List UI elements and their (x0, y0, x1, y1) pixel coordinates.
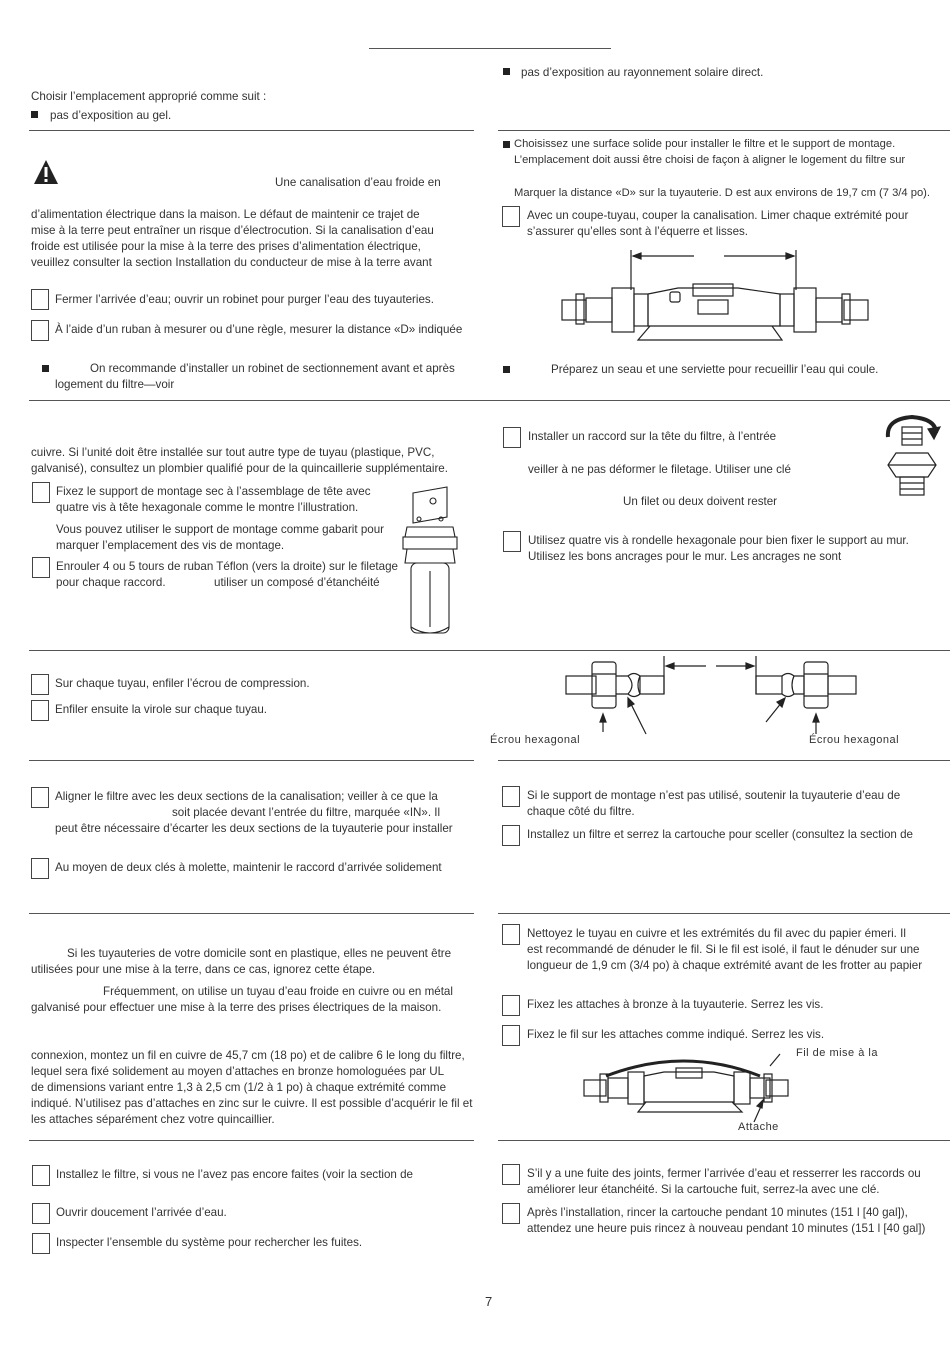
step-checkbox[interactable] (503, 531, 521, 552)
section-divider-right (498, 913, 950, 914)
step-checkbox[interactable] (502, 206, 520, 227)
step-bracket-2: quatre vis à tête hexagonale comme le montre l’illustration. (56, 501, 359, 514)
bullet-square (503, 141, 510, 148)
step-install: Installez le filtre, si vous ne l’avez pas encore faites (voir la section de (56, 1168, 414, 1181)
section-divider-left (29, 130, 474, 131)
step-inspect: Inspecter l’ensemble du système pour rechercher les fuites. (56, 1236, 363, 1249)
bullet-square (42, 365, 49, 372)
section-divider-right (498, 760, 950, 761)
prepare-bucket: Préparez un seau et une serviette pour recueillir l’eau qui coule. (551, 363, 879, 376)
step-align: Aligner le filtre avec les deux sections de la canalisation; veiller à ce que la (55, 790, 438, 803)
section-divider-right (498, 130, 950, 131)
step-teflon-2a: pour chaque raccord. (56, 576, 166, 589)
section-divider-right (498, 1140, 950, 1141)
note-valve: On recommande d’installer un robinet de sectionnement avant et après (90, 362, 455, 375)
step-checkbox[interactable] (502, 825, 520, 846)
warning-line: d’alimentation électrique dans la maison. Le défaut de maintenir ce trajet de (31, 208, 420, 221)
grounding-wire-line: les attaches séparément chez votre quincaillier. (31, 1113, 275, 1126)
step-bracket: Fixez le support de montage sec à l’assemblage de tête avec (56, 485, 371, 498)
step-cut-2: s’assurer qu’elles sont à l’équerre et lisses. (527, 225, 749, 238)
label-ground-wire: Fil de mise à la (796, 1047, 878, 1059)
section-divider-left (29, 760, 474, 761)
location-intro: Choisir l’emplacement approprié comme suit : (31, 90, 267, 103)
fitting-rotation-icon (882, 411, 942, 499)
step-checkbox[interactable] (31, 320, 49, 341)
bullet-square (503, 366, 510, 373)
warning-line: veuillez consulter la section Installation du conducteur de mise à la terre avant (31, 256, 432, 269)
step-shut-water: Fermer l’arrivée d’eau; ouvrir un robinet pour purger l’eau des tuyauteries. (55, 293, 434, 306)
step-clamps: Fixez les attaches à bronze à la tuyauterie. Serrez les vis. (527, 998, 824, 1011)
bullet-frost: pas d’exposition au gel. (50, 109, 172, 122)
step-cut: Avec un coupe-tuyau, couper la canalisation. Limer chaque extrémité pour (527, 209, 909, 222)
step-support-2: chaque côté du filtre. (527, 805, 635, 818)
surface-bullet-2: L’emplacement doit aussi être choisi de façon à aligner le logement du filtre sur (514, 154, 906, 166)
step-nut: Sur chaque tuyau, enfiler l’écrou de compression. (55, 677, 310, 690)
step-template-2: marquer l’emplacement des vis de montage. (56, 539, 285, 552)
grounding-copper-2: galvanisé pour effectuer une mise à la terre des prises électriques de la maison. (31, 1001, 442, 1014)
step-checkbox[interactable] (502, 995, 520, 1016)
step-teflon-2b: utiliser un composé d’étanchéité (214, 576, 380, 589)
step-clean-line: longueur de 1,9 cm (3/4 po) à chaque extrémité avant de les frotter au papier (527, 959, 923, 972)
label-clamp: Attache (738, 1121, 779, 1133)
note-valve-2: logement du filtre—voir (55, 378, 175, 391)
section-divider (29, 400, 950, 401)
label-hex-nut-left: Écrou hexagonal (490, 734, 581, 746)
step-teflon: Enrouler 4 ou 5 tours de ruban Téflon (vers la droite) sur le filetage (56, 560, 398, 573)
warning-icon (33, 159, 59, 185)
step-screws-2: Utilisez les bons ancrages pour le mur. Les ancrages ne sont (528, 550, 842, 563)
step-checkbox[interactable] (32, 1203, 50, 1224)
section-divider-left (29, 913, 474, 914)
grounding-plastic-2: utilisées pour une mise à la terre, dans ce cas, ignorez cette étape. (31, 963, 376, 976)
step-align-2: soit placée devant l’entrée du filtre, marquée «IN». Il (172, 806, 441, 819)
step-template: Vous pouvez utiliser le support de montage comme gabarit pour (56, 523, 385, 536)
step-wire: Fixez le fil sur les attaches comme indiqué. Serrez les vis. (527, 1028, 825, 1041)
step-checkbox[interactable] (32, 482, 50, 503)
step-leak: S’il y a une fuite des joints, fermer l’arrivée d’eau et resserrer les raccords ou (527, 1167, 921, 1180)
step-flush: Après l’installation, rincer la cartouche pendant 10 minutes (151 l [40 gal]), (527, 1206, 908, 1219)
grounding-wire-line: connexion, montez un fil en cuivre de 45,7 cm (18 po) et de calibre 6 le long du filtre, (31, 1049, 465, 1062)
step-checkbox[interactable] (32, 1233, 50, 1254)
warning-line: mise à la terre peut entraîner un risque d’électrocution. Si la canalisation d’eau (31, 224, 434, 237)
pipe-type-note-2: galvanisé), consultez un plombier qualifié pour de la quincaillerie supplémentaire. (31, 462, 448, 475)
grounding-wire-diagram (584, 1052, 788, 1124)
mark-distance: Marquer la distance «D» sur la tuyauterie. D est aux environs de 19,7 cm (7 3/4 po). (514, 187, 931, 199)
step-checkbox[interactable] (32, 1165, 50, 1186)
grounding-wire-line: indiqué. N’utilisez pas d’attaches en zinc sur le cuivre. Il est possible d’acquérir le fil et (31, 1097, 473, 1110)
step-install-filter: Installez un filtre et serrez la cartouche pour sceller (consultez la section de (527, 828, 914, 841)
compression-nut-diagram (566, 654, 856, 734)
surface-bullet: Choisissez une surface solide pour installer le filtre et le support de montage. (514, 138, 896, 150)
step-checkbox[interactable] (502, 1203, 520, 1224)
step-ferrule: Enfiler ensuite la virole sur chaque tuyau. (55, 703, 268, 716)
step-leak-2: améliorer leur étanchéité. Si la cartouche fuit, serrez-la avec une clé. (527, 1183, 880, 1196)
warning-text: Une canalisation d’eau froide en (275, 176, 441, 189)
step-support: Si le support de montage n’est pas utilisé, soutenir la tuyauterie d’eau de (527, 789, 901, 802)
label-hex-nut-right: Écrou hexagonal (809, 734, 900, 746)
step-checkbox[interactable] (502, 786, 520, 807)
pipe-type-note: cuivre. Si l’unité doit être installée sur tout autre type de tuyau (plastique, PVC, (31, 446, 435, 459)
step-flush-2: attendez une heure puis rincez à nouveau pendant 10 minutes (151 l [40 gal]) (527, 1222, 926, 1235)
step-checkbox[interactable] (31, 858, 49, 879)
grounding-wire-line: lequel sera fixé solidement au moyen d’attaches en bronze homologuées par UL (31, 1065, 445, 1078)
bullet-square (31, 111, 38, 118)
step-checkbox[interactable] (32, 557, 50, 578)
warning-line: froide est utilisée pour la mise à la terre des prises d’alimentation électrique, (31, 240, 421, 253)
pipe-cut-diagram (558, 248, 868, 344)
step-measure: À l’aide d’un ruban à mesurer ou d’une règle, mesurer la distance «D» indiquée (55, 323, 463, 336)
grounding-wire-line: de dimensions variant entre 1,3 à 2,5 cm (1/2 à 1 po) à chaque extrémité comme (31, 1081, 447, 1094)
bullet-sunlight: pas d’exposition au rayonnement solaire direct. (521, 66, 764, 79)
step-open-water: Ouvrir doucement l’arrivée d’eau. (56, 1206, 227, 1219)
section-divider-left (29, 1140, 474, 1141)
step-checkbox[interactable] (31, 674, 49, 695)
section-divider (29, 650, 950, 651)
step-checkbox[interactable] (502, 924, 520, 945)
step-fitting-2: veiller à ne pas déformer le filetage. Utiliser une clé (528, 463, 791, 476)
step-checkbox[interactable] (502, 1164, 520, 1185)
grounding-copper: Fréquemment, on utilise un tuyau d’eau froide en cuivre ou en métal (103, 985, 453, 998)
step-checkbox[interactable] (31, 289, 49, 310)
step-checkbox[interactable] (31, 700, 49, 721)
step-fitting-3: Un filet ou deux doivent rester (623, 495, 778, 508)
step-wrenches: Au moyen de deux clés à molette, maintenir le raccord d’arrivée solidement (55, 861, 442, 874)
grounding-plastic: Si les tuyauteries de votre domicile sont en plastique, elles ne peuvent être (67, 947, 452, 960)
step-align-3: peut être nécessaire d’écarter les deux sections de la tuyauterie pour installer (55, 822, 453, 835)
step-clean-line: est recommandé de dénuder le fil. Si le fil est isolé, il faut le dénuder sur une (527, 943, 920, 956)
step-clean-line: Nettoyez le tuyau en cuivre et les extrémités du fil avec du papier émeri. Il (527, 927, 906, 940)
step-checkbox[interactable] (503, 427, 521, 448)
step-screws: Utilisez quatre vis à rondelle hexagonale pour bien fixer le support au mur. (528, 534, 909, 547)
bullet-square (503, 68, 510, 75)
step-checkbox[interactable] (502, 1025, 520, 1046)
page-number: 7 (485, 1294, 493, 1309)
header-rule (369, 48, 611, 49)
step-checkbox[interactable] (31, 787, 49, 808)
filter-housing-icon (403, 487, 457, 639)
step-fitting: Installer un raccord sur la tête du filtre, à l’entrée (528, 430, 777, 443)
